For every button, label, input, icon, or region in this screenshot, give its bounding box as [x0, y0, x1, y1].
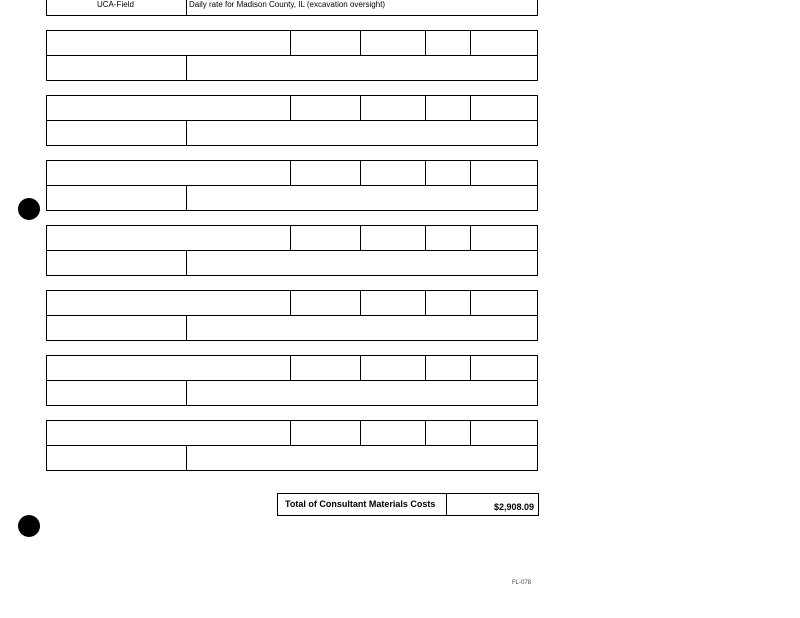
form-block-top-row: [47, 31, 537, 56]
col-divider: [425, 96, 426, 121]
binder-hole-icon: [18, 515, 40, 537]
form-block-7: [46, 420, 538, 471]
col-divider: [470, 31, 471, 56]
total-costs-box: [277, 493, 539, 516]
total-costs-label: Total of Consultant Materials Costs: [285, 499, 436, 509]
col-divider: [360, 96, 361, 121]
col-divider: [290, 291, 291, 316]
col-divider: [290, 356, 291, 381]
form-block-top-row: [47, 161, 537, 186]
col-divider: [425, 291, 426, 316]
col-divider: [290, 421, 291, 446]
col-divider: [360, 356, 361, 381]
form-block-2: [46, 95, 538, 146]
form-block-top-row: [47, 226, 537, 251]
top-row-code: UCA-Field: [97, 0, 134, 9]
col-divider: [186, 381, 187, 406]
col-divider: [425, 356, 426, 381]
col-divider: [186, 121, 187, 146]
col-divider: [360, 291, 361, 316]
col-divider: [186, 316, 187, 341]
col-divider: [360, 161, 361, 186]
col-divider: [360, 226, 361, 251]
form-block-5: [46, 290, 538, 341]
total-divider: [446, 494, 447, 515]
form-block-top-row: [47, 421, 537, 446]
form-block-6: [46, 355, 538, 406]
binder-hole-icon: [18, 198, 40, 220]
col-divider: [470, 96, 471, 121]
col-divider: [186, 251, 187, 276]
col-divider: [425, 421, 426, 446]
col-divider: [425, 31, 426, 56]
col-divider: [425, 161, 426, 186]
col-divider: [425, 226, 426, 251]
col-divider: [186, 446, 187, 471]
page-mark: FL-078: [512, 580, 532, 586]
col-divider: [470, 161, 471, 186]
col-divider: [186, 56, 187, 81]
col-divider: [470, 291, 471, 316]
col-divider: [290, 96, 291, 121]
total-costs-value: $2,908.09: [493, 502, 534, 512]
form-block-4: [46, 225, 538, 276]
col-divider: [470, 356, 471, 381]
col-divider: [290, 31, 291, 56]
col-divider: [186, 186, 187, 211]
col-divider: [290, 226, 291, 251]
form-block-top-row: [47, 96, 537, 121]
form-block-1: [46, 30, 538, 81]
col-divider: [290, 161, 291, 186]
col-divider: [470, 421, 471, 446]
form-block-3: [46, 160, 538, 211]
form-block-top-row: [47, 291, 537, 316]
col-divider: [360, 421, 361, 446]
col-divider: [470, 226, 471, 251]
top-partial-row: [46, 0, 538, 16]
form-block-top-row: [47, 356, 537, 381]
col-divider: [360, 31, 361, 56]
top-row-divider: [186, 0, 187, 15]
top-row-description: Daily rate for Madison County, IL (excavation oversight): [189, 0, 386, 9]
